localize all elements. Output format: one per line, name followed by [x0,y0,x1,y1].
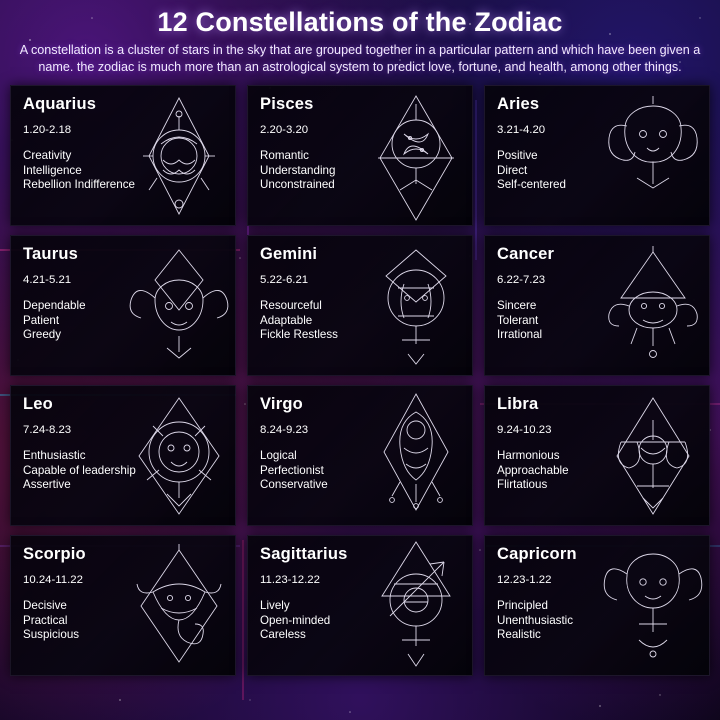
sign-name: Scorpio [23,545,86,563]
sign-dates: 9.24-10.23 [497,424,552,436]
sign-traits [23,299,151,343]
sign-dates: 11.23-12.22 [260,574,320,586]
sign-traits [497,599,625,643]
card-text [248,236,388,343]
sign-dates: 6.22-7.23 [497,274,546,286]
trait-line: Capable of leadership [23,463,136,477]
sign-dates: 12.23-1.22 [497,574,552,586]
trait-line: Perfectionist [260,463,324,477]
zodiac-card-virgo[interactable] [247,385,473,526]
zodiac-card-capricorn[interactable] [484,535,710,676]
trait-line: Enthusiastic [23,449,86,462]
trait-line: Conservative [260,478,328,491]
trait-line: Self-centered [497,178,566,191]
sign-traits [497,149,625,193]
trait-line: Adaptable [260,313,313,327]
sign-dates: 7.24-8.23 [23,424,72,436]
trait-line: Creativity [23,149,72,162]
page-subtitle: A constellation is a cluster of stars in the sky that are grouped together in a particular pattern and which have been given a name. the zodiac is much more than an astrological system to predict love, fortune, and health, among other things. [19,43,701,74]
trait-line: Direct [497,163,528,177]
zodiac-card-libra[interactable] [484,385,710,526]
sign-name: Sagittarius [260,545,348,563]
sign-name: Cancer [497,245,555,263]
card-text [11,86,151,193]
sign-traits [260,149,388,193]
sign-traits [497,299,625,343]
card-text [11,386,151,493]
trait-line: Sincere [497,299,537,312]
trait-line: Approachable [497,463,569,477]
trait-line: Unconstrained [260,178,335,191]
trait-line: Lively [260,599,290,612]
zodiac-card-cancer[interactable] [484,235,710,376]
sign-name: Aquarius [23,95,97,113]
poster-header [0,0,720,76]
sign-traits [497,449,625,493]
trait-line: Tolerant [497,313,539,327]
trait-line: Positive [497,149,538,162]
sign-dates: 10.24-11.22 [23,574,83,586]
card-text [248,536,388,643]
zodiac-card-aquarius[interactable] [10,85,236,226]
trait-line: Logical [260,449,297,462]
sign-dates: 1.20-2.18 [23,124,72,136]
sign-traits [260,299,388,343]
card-text [485,386,625,493]
sign-dates: 8.24-9.23 [260,424,309,436]
page-title: 12 Constellations of the Zodiac [157,7,563,37]
zodiac-card-sagittarius[interactable] [247,535,473,676]
card-text [11,236,151,343]
trait-line: Principled [497,599,548,612]
zodiac-card-scorpio[interactable] [10,535,236,676]
trait-line: Careless [260,628,306,641]
trait-line: Fickle Restless [260,328,338,341]
zodiac-card-leo[interactable] [10,385,236,526]
sign-name: Capricorn [497,545,577,563]
trait-line: Harmonious [497,449,560,462]
sign-name: Taurus [23,245,78,263]
card-text [485,236,625,343]
trait-line: Intelligence [23,163,82,177]
trait-line: Practical [23,613,68,627]
card-text [485,86,625,193]
sign-traits [260,449,388,493]
sign-dates: 3.21-4.20 [497,124,546,136]
zodiac-card-aries[interactable] [484,85,710,226]
sign-dates: 4.21-5.21 [23,274,72,286]
card-text [248,386,388,493]
trait-line: Dependable [23,299,86,312]
trait-line: Romantic [260,149,309,162]
sign-traits [23,599,151,643]
trait-line: Realistic [497,628,541,641]
sign-name: Virgo [260,395,303,413]
zodiac-card-taurus[interactable] [10,235,236,376]
sign-traits [23,149,151,193]
trait-line: Irrational [497,328,543,341]
sign-name: Gemini [260,245,318,263]
trait-line: Greedy [23,328,62,341]
zodiac-card-grid [10,85,710,676]
trait-line: Suspicious [23,628,80,641]
trait-line: Flirtatious [497,478,548,491]
sign-name: Aries [497,95,540,113]
sign-name: Libra [497,395,539,413]
trait-line: Resourceful [260,299,322,312]
trait-line: Unenthusiastic [497,613,574,627]
sign-name: Leo [23,395,53,413]
sign-traits [260,599,388,643]
zodiac-card-pisces[interactable] [247,85,473,226]
zodiac-card-gemini[interactable] [247,235,473,376]
trait-line: Decisive [23,599,67,612]
trait-line: Rebellion Indifference [23,178,135,191]
card-text [485,536,625,643]
trait-line: Open-minded [260,613,331,627]
sign-name: Pisces [260,95,314,113]
card-text [248,86,388,193]
card-text [11,536,151,643]
sign-dates: 2.20-3.20 [260,124,309,136]
trait-line: Understanding [260,163,336,177]
sign-traits [23,449,151,493]
sign-dates: 5.22-6.21 [260,274,309,286]
trait-line: Assertive [23,478,71,491]
trait-line: Patient [23,313,60,327]
